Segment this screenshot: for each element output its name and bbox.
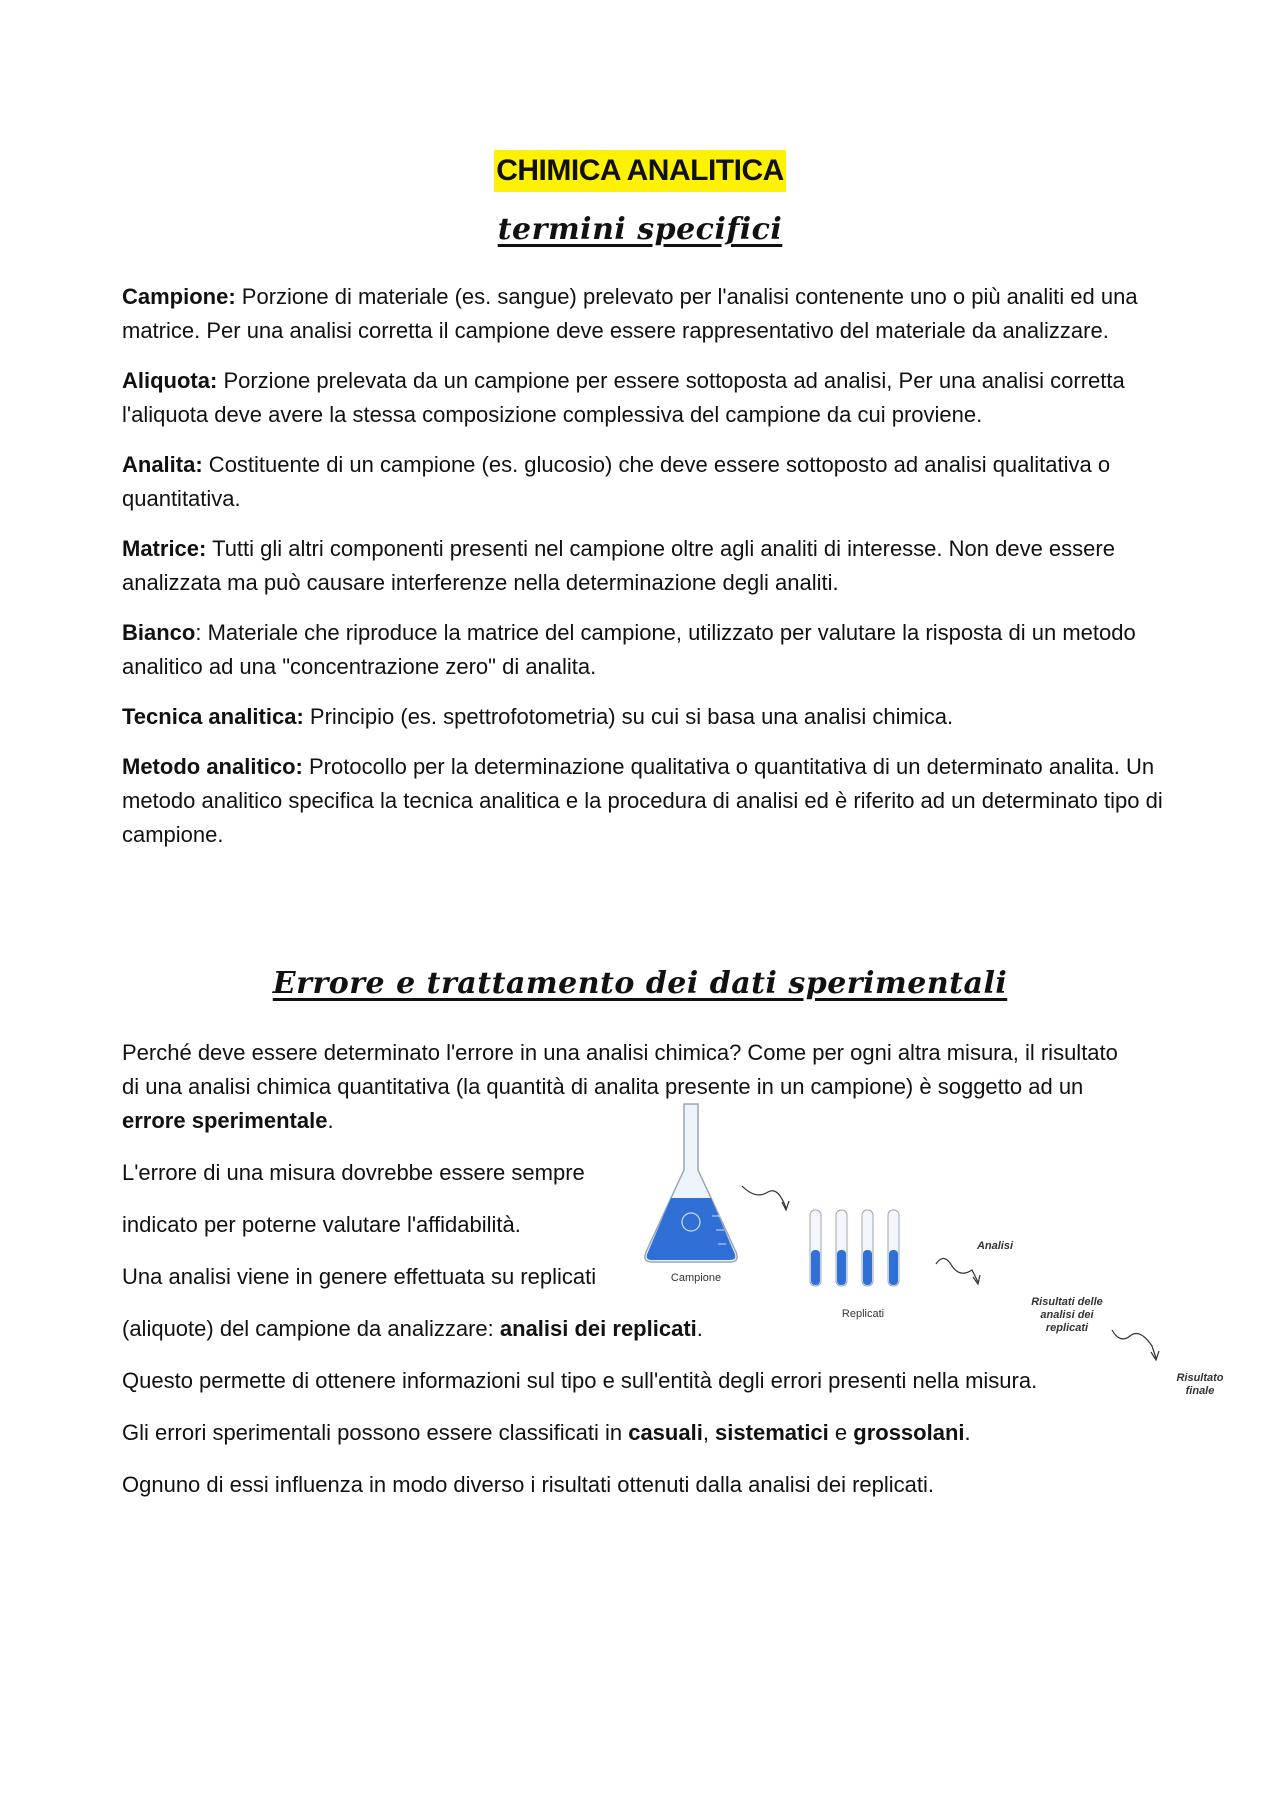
- label-replicati: Replicati: [841, 1308, 885, 1320]
- definition-item: [122, 448, 1172, 516]
- line-text: (aliquote) del campione da analizzare:: [122, 1316, 500, 1341]
- line-bold: analisi dei replicati: [499, 1316, 697, 1341]
- figure-svg: [640, 1100, 1240, 1400]
- definition-term: Matrice:: [122, 536, 207, 561]
- definition-text: Costituente di un campione (es. glucosio) che deve essere sottoposto ad analisi qualitativa o quantitativa.: [122, 452, 1111, 511]
- title-wrap: [0, 150, 1280, 192]
- flask-icon: [645, 1104, 737, 1262]
- arrow-icon: [742, 1186, 786, 1208]
- line-end: .: [964, 1420, 971, 1445]
- text-line: Ognuno di essi influenza in modo diverso i risultati ottenuti dalla analisi dei replicati.: [122, 1472, 935, 1497]
- definition-term: Bianco: [122, 620, 196, 645]
- definitions-list: [122, 280, 1172, 868]
- line-text: Gli errori sperimentali possono essere classificati in: [122, 1420, 629, 1445]
- definition-text: Protocollo per la determinazione qualitativa o quantitativa di un determinato analita. Un metodo analitico specifica la tecnica analitica e la procedura di analisi ed è riferito ad un determinato tipo di campione.: [122, 754, 1163, 847]
- text-line: indicato per poterne valutare l'affidabilità.: [122, 1212, 521, 1237]
- line-bold: casuali: [628, 1420, 703, 1445]
- definition-term: Aliquota:: [122, 368, 218, 393]
- definition-item: [122, 280, 1172, 348]
- definition-item: [122, 750, 1172, 852]
- intro-text: Perché deve essere determinato l'errore in una analisi chimica? Come per ogni altra misura, il risultato di una analisi chimica quantitativa (la quantità di analita presente in un campione) è soggetto ad un: [122, 1040, 1118, 1099]
- subtitle-termini: termini specifici: [497, 212, 783, 247]
- label-risultati-line: Risultati delle: [1031, 1296, 1103, 1308]
- line-end: .: [696, 1316, 703, 1341]
- section-heading-errore: Errore e trattamento dei dati sperimentali: [272, 966, 1008, 1001]
- definition-text: Porzione prelevata da un campione per essere sottoposta ad analisi, Per una analisi corretta l'aliquota deve avere la stessa composizione complessiva del campione da cui proviene.: [122, 368, 1125, 427]
- definition-term: Metodo analitico:: [122, 754, 303, 779]
- label-finale-line: Risultato: [1176, 1372, 1224, 1384]
- text-line: [122, 1312, 703, 1346]
- definition-text: : Materiale che riproduce la matrice del campione, utilizzato per valutare la risposta di un metodo analitico ad una "concentrazione zero" di analita.: [122, 620, 1136, 679]
- test-tubes-icon: [810, 1210, 899, 1286]
- label-analisi: Analisi: [976, 1240, 1014, 1252]
- text-line: L'errore di una misura dovrebbe essere sempre: [122, 1160, 585, 1185]
- text-line: [122, 1416, 971, 1450]
- definition-item: [122, 700, 1172, 734]
- label-risultati-line: replicati: [1045, 1322, 1089, 1334]
- intro-end: .: [327, 1108, 334, 1133]
- flask-liquid: [647, 1198, 736, 1260]
- label-finale-line: finale: [1185, 1385, 1215, 1397]
- definition-item: [122, 364, 1172, 432]
- label-risultato-finale: [1170, 1372, 1230, 1398]
- intro-bold: errore sperimentale: [122, 1108, 328, 1133]
- arrow-icon: [936, 1258, 978, 1282]
- text-line: Una analisi viene in genere effettuata su replicati: [122, 1264, 597, 1289]
- definition-item: [122, 532, 1172, 600]
- definition-term: Tecnica analitica:: [122, 704, 304, 729]
- definition-item: [122, 616, 1172, 684]
- definition-text: Tutti gli altri componenti presenti nel campione oltre agli analiti di interesse. Non deve essere analizzata ma può causare interferenze nella determinazione degli analiti.: [122, 536, 1115, 595]
- definition-term: Analita:: [122, 452, 203, 477]
- definition-term: Campione:: [122, 284, 236, 309]
- page-title: CHIMICA ANALITICA: [494, 150, 786, 192]
- text-line: Questo permette di ottenere informazioni sul tipo e sull'entità degli errori presenti nella misura.: [122, 1368, 1038, 1393]
- label-campione: Campione: [670, 1272, 722, 1284]
- label-risultati: [1012, 1296, 1122, 1335]
- replicate-analysis-figure: [640, 1100, 1240, 1400]
- definition-text: Porzione di materiale (es. sangue) prelevato per l'analisi contenente uno o più analiti ed una matrice. Per una analisi corretta il campione deve essere rappresentativo del materiale da analizzare.: [122, 284, 1138, 343]
- line-bold: sistematici: [715, 1420, 829, 1445]
- line-bold: grossolani: [853, 1420, 965, 1445]
- line-sep: e: [828, 1420, 854, 1445]
- label-risultati-line: analisi dei: [1040, 1309, 1094, 1321]
- definition-text: Principio (es. spettrofotometria) su cui si basa una analisi chimica.: [303, 704, 954, 729]
- line-sep: ,: [702, 1420, 716, 1445]
